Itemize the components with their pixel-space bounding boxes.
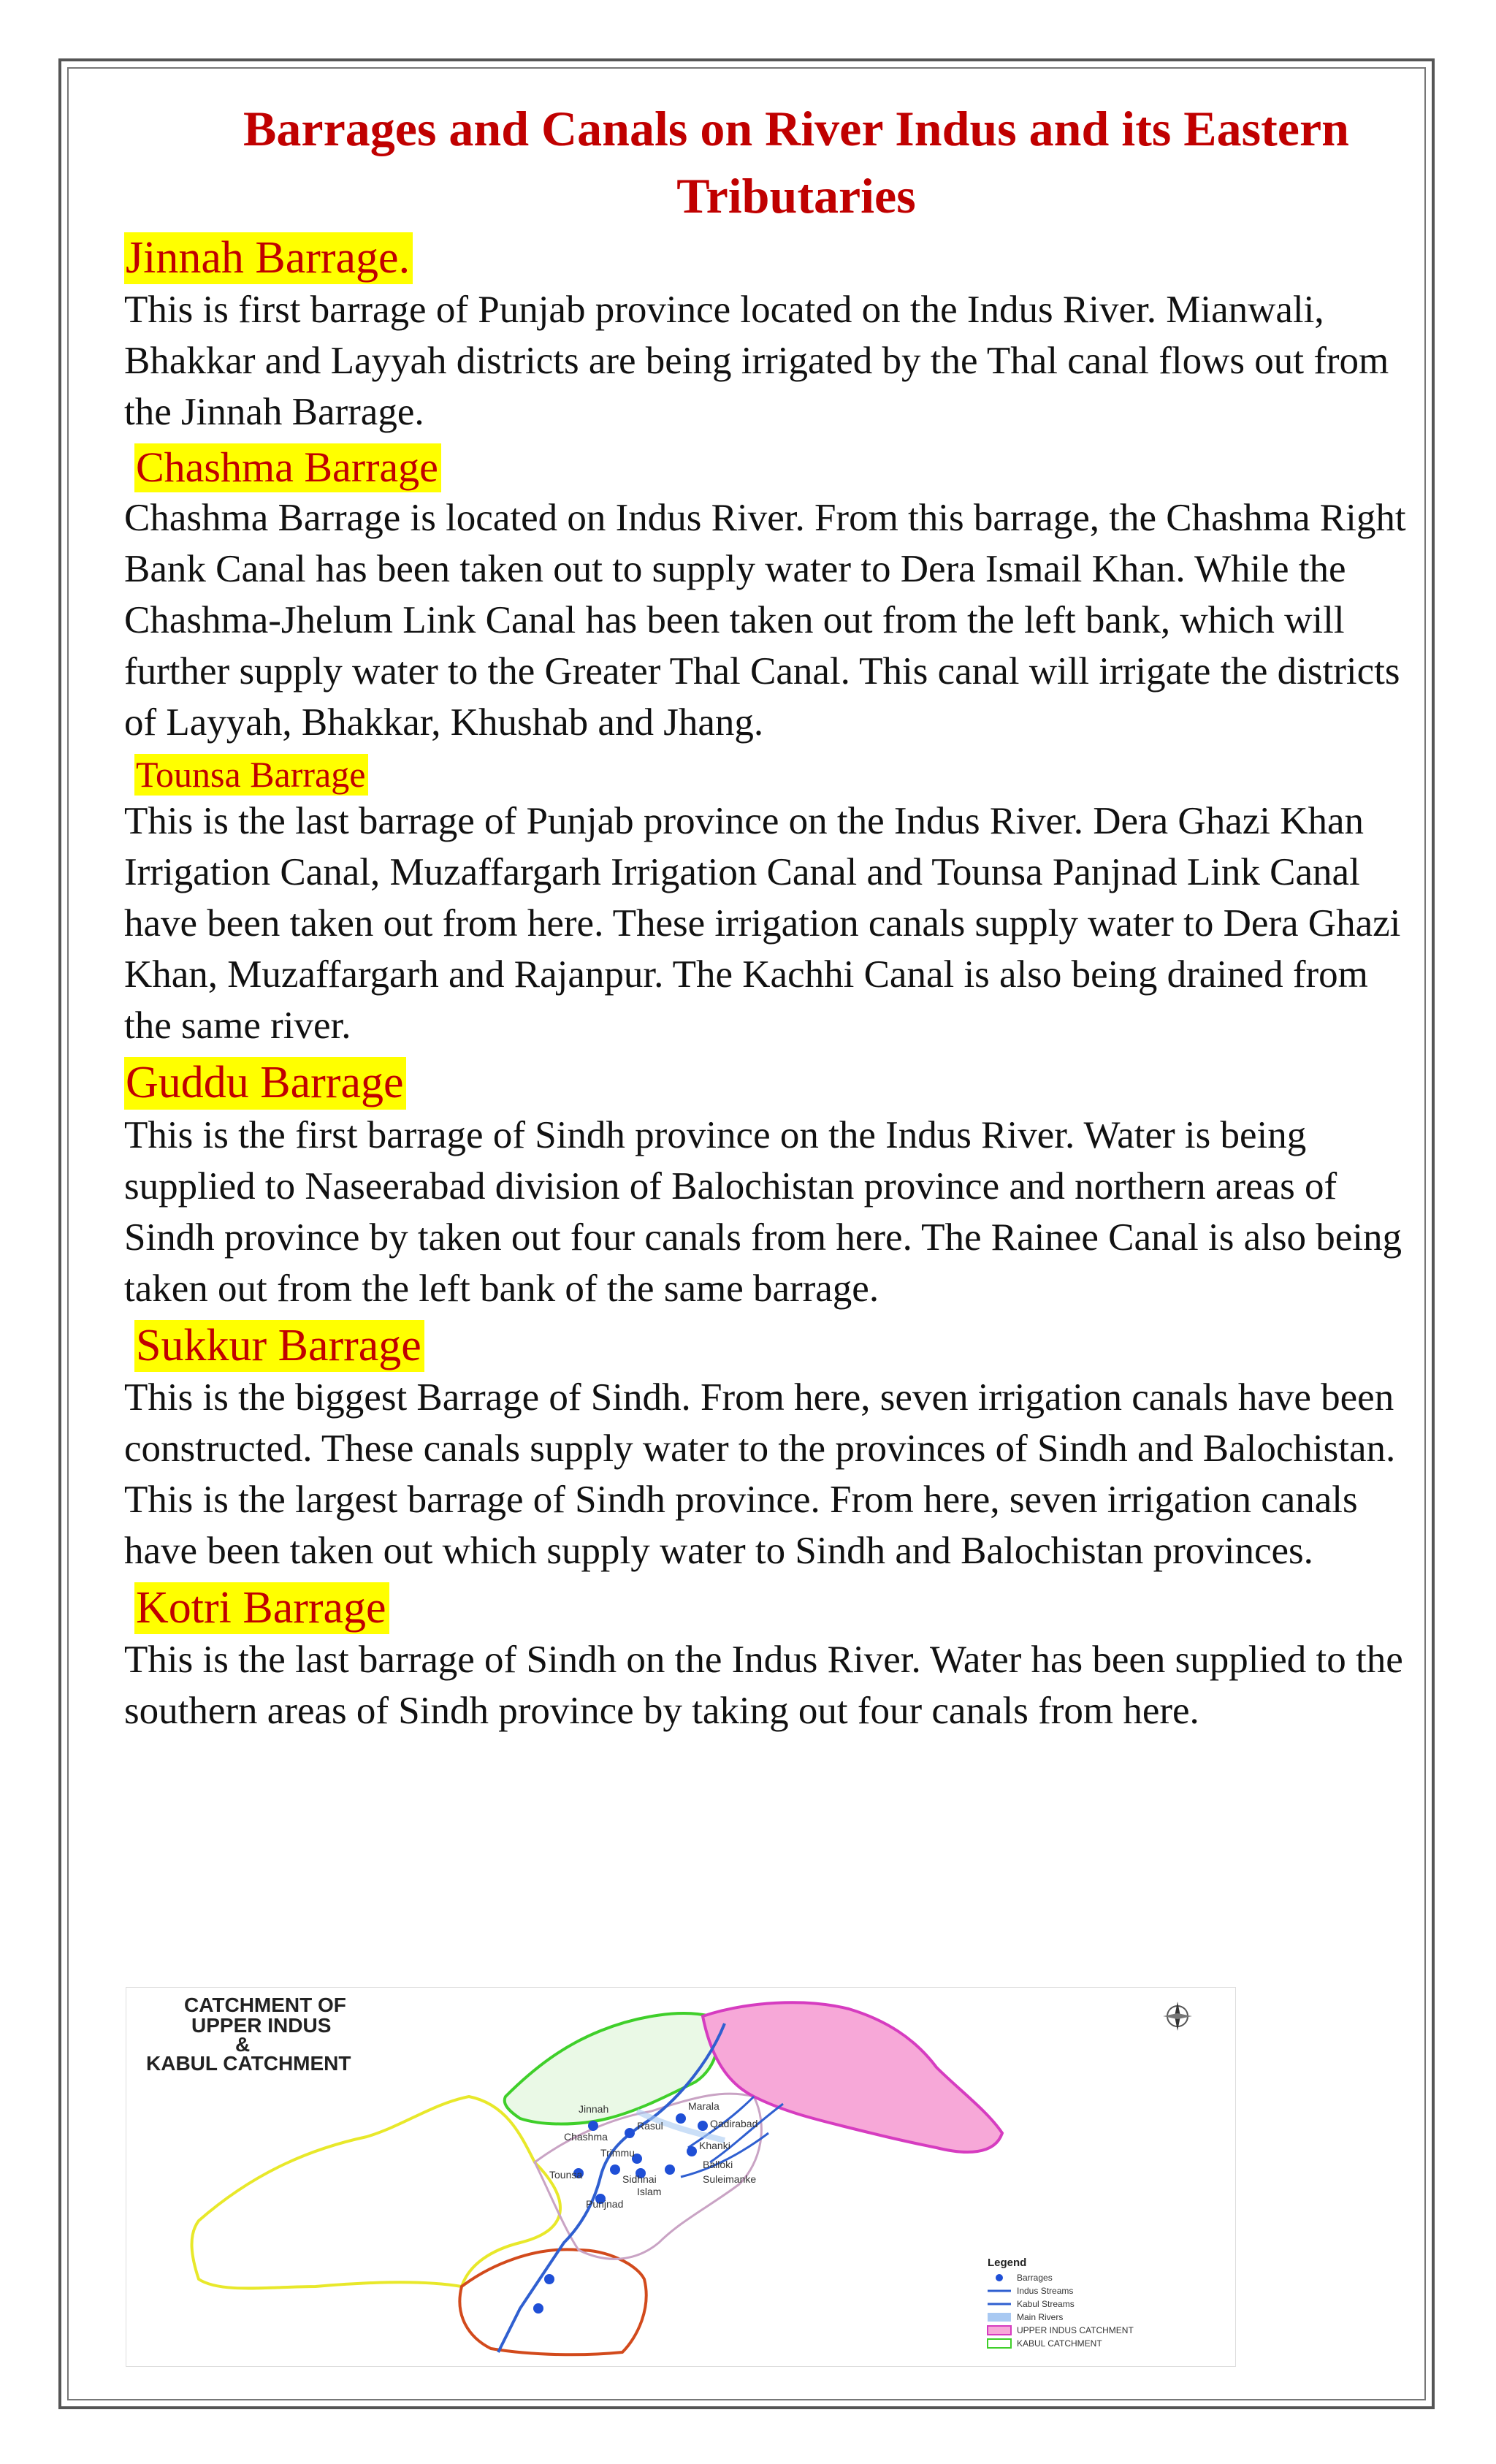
section-jinnah	[124, 232, 1417, 438]
map-title-line-3: &	[235, 2033, 251, 2056]
place-label: Trimmu	[600, 2147, 635, 2159]
barrage-dot	[533, 2303, 543, 2314]
section-heading: Jinnah Barrage.	[124, 232, 413, 284]
legend-title: Legend	[988, 2257, 1027, 2269]
place-label: Qadirabad	[710, 2118, 758, 2129]
legend-swatch-upper-indus	[988, 2326, 1011, 2335]
section-heading: Tounsa Barrage	[134, 754, 368, 796]
page-title: Barrages and Canals on River Indus and its Eastern Tributaries	[243, 101, 1349, 224]
barrage-dot	[665, 2164, 675, 2175]
map-title-line-1: CATCHMENT OF	[184, 1994, 346, 2016]
legend-item: UPPER INDUS CATCHMENT	[1017, 2325, 1134, 2335]
section-body: This is the biggest Barrage of Sindh. From here, seven irrigation canals have been constructed. These canals supply water to the provinces of Sindh and Balochistan. This is the largest barrage of Sindh province. From here, seven irrigation canals have been taken out which supply water to Sindh and Balochistan provinces.	[124, 1376, 1396, 1573]
barrage-dot	[544, 2274, 554, 2284]
barrage-dot	[687, 2146, 697, 2156]
map-title-line-2: UPPER INDUS	[191, 2014, 332, 2037]
section-body: This is the first barrage of Sindh province on the Indus River. Water is being supplied to Naseerabad division of Balochistan province and northern areas of Sindh province by taken out four canals from here. The Rainee Canal is also being taken out from the left bank of the same barrage.	[124, 1113, 1402, 1310]
place-label: Sidhnai	[622, 2173, 657, 2185]
section-kotri	[124, 1582, 1417, 1736]
section-body: This is first barrage of Punjab province located on the Indus River. Mianwali, Bhakkar and Layyah districts are being irrigated by the Thal canal flows out from the Jinnah Barrage.	[124, 289, 1389, 434]
place-label: Marala	[688, 2100, 720, 2112]
section-body: This is the last barrage of Sindh on the Indus River. Water has been supplied to the southern areas of Sindh province by taking out four canals from here.	[124, 1639, 1403, 1733]
place-label: Jinnah	[579, 2103, 609, 2115]
section-body: This is the last barrage of Punjab province on the Indus River. Dera Ghazi Khan Irrigation Canal, Muzaffargarh Irrigation Canal and Tounsa Panjnad Link Canal have been taken out from here. These irrigation canals supply water to Dera Ghazi Khan, Muzaffargarh and Rajanpur. The Kachhi Canal is also being drained from the same river.	[124, 800, 1401, 1048]
place-label: Chashma	[564, 2131, 608, 2143]
place-label: Suleimanke	[703, 2173, 757, 2185]
barrage-dot	[676, 2113, 686, 2124]
barrage-dot	[588, 2121, 598, 2131]
section-heading: Kotri Barrage	[134, 1582, 389, 1634]
legend-swatch-rivers	[988, 2313, 1011, 2322]
section-tounsa	[124, 754, 1417, 1052]
place-label: Balloki	[703, 2159, 733, 2170]
section-heading: Chashma Barrage	[134, 443, 441, 492]
legend-item: Main Rivers	[1017, 2312, 1064, 2322]
legend-item: Kabul Streams	[1017, 2299, 1075, 2309]
section-guddu	[124, 1057, 1417, 1313]
place-label: Khanki	[699, 2140, 730, 2151]
legend-item: Indus Streams	[1017, 2286, 1074, 2296]
section-chashma	[124, 443, 1417, 748]
legend-item: Barrages	[1017, 2273, 1053, 2283]
legend-swatch-barrages	[996, 2274, 1003, 2281]
catchment-map	[126, 1987, 1236, 2367]
place-label: Tounsa	[549, 2169, 583, 2181]
section-sukkur	[124, 1320, 1417, 1576]
document-content	[124, 95, 1417, 1742]
section-heading: Sukkur Barrage	[134, 1320, 424, 1372]
place-label: Rasul	[637, 2120, 663, 2132]
barrage-dot	[625, 2128, 635, 2138]
section-heading: Guddu Barrage	[124, 1057, 406, 1109]
barrage-dot	[610, 2164, 620, 2175]
place-label: Islam	[637, 2186, 662, 2197]
barrage-dot	[698, 2121, 708, 2131]
map-title-line-4: KABUL CATCHMENT	[146, 2052, 351, 2075]
place-label: Punjnad	[586, 2198, 624, 2210]
legend-item: KABUL CATCHMENT	[1017, 2338, 1102, 2349]
section-body: Chashma Barrage is located on Indus River. From this barrage, the Chashma Right Bank Canal has been taken out to supply water to Dera Ismail Khan. While the Chashma-Jhelum Link Canal has been taken out from the left bank, which will further supply water to the Greater Thal Canal. This canal will irrigate the districts of Layyah, Bhakkar, Khushab and Jhang.	[124, 496, 1406, 744]
